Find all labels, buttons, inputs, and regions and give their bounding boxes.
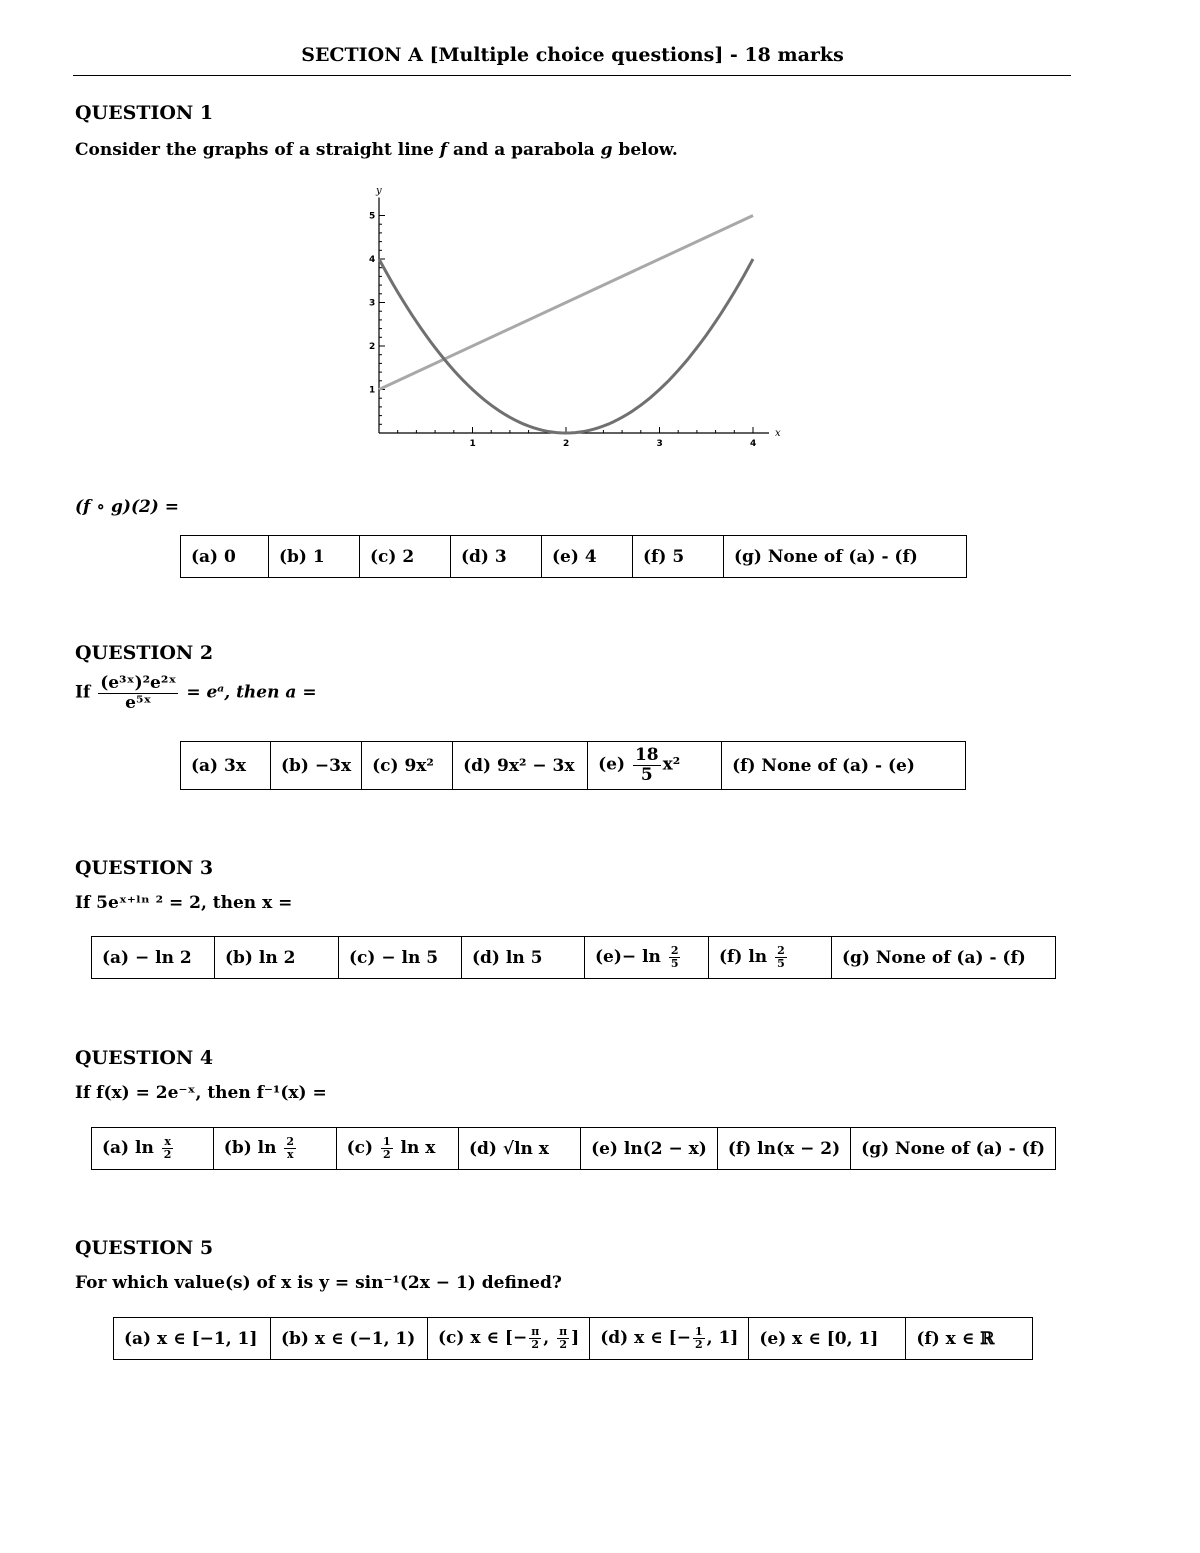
q5-option-d[interactable]: (d) x ∈ [− $\frac{1}{2}$ , 1] bbox=[590, 1318, 749, 1360]
x-axis-label: x bbox=[775, 428, 781, 439]
y-axis-label: y bbox=[376, 185, 382, 197]
q1-option-b[interactable]: (b) 1 bbox=[269, 536, 360, 578]
x-tick-label: 4 bbox=[750, 439, 757, 449]
question-2-heading: QUESTION 2 bbox=[75, 642, 214, 664]
q4-option-e[interactable]: (e) ln(2 − x) bbox=[581, 1128, 718, 1170]
q1-option-d[interactable]: (d) 3 bbox=[451, 536, 542, 578]
q3-option-c[interactable]: (c) − ln 5 bbox=[339, 937, 462, 979]
q1-option-c[interactable]: (c) 2 bbox=[360, 536, 451, 578]
q2-option-b[interactable]: (b) −3x bbox=[271, 742, 362, 790]
q3-option-d[interactable]: (d) ln 5 bbox=[462, 937, 585, 979]
question-4-prompt: If f(x) = 2e⁻ˣ, then f⁻¹(x) = bbox=[75, 1083, 327, 1103]
question-3-options bbox=[91, 936, 1056, 979]
q3-option-g[interactable]: (g) None of (a) - (f) bbox=[832, 937, 1056, 979]
q5-option-e[interactable]: (e) x ∈ [0, 1] bbox=[749, 1318, 906, 1360]
q2-option-c[interactable]: (c) 9x² bbox=[362, 742, 453, 790]
y-tick-label: 5 bbox=[369, 211, 376, 222]
question-5-heading: QUESTION 5 bbox=[75, 1237, 214, 1259]
question-1-heading: QUESTION 1 bbox=[75, 102, 214, 124]
question-2-options bbox=[180, 741, 966, 790]
y-tick-label: 4 bbox=[369, 255, 376, 265]
q4-option-g[interactable]: (g) None of (a) - (f) bbox=[851, 1128, 1056, 1170]
q2-option-a[interactable]: (a) 3x bbox=[181, 742, 271, 790]
y-tick-label: 3 bbox=[369, 298, 376, 309]
question-5-prompt: For which value(s) of x is y = sin⁻¹(2x − 1) defined? bbox=[75, 1273, 562, 1293]
y-tick-label: 1 bbox=[369, 385, 376, 396]
q5-option-a[interactable]: (a) x ∈ [−1, 1] bbox=[114, 1318, 271, 1360]
q1-option-e[interactable]: (e) 4 bbox=[542, 536, 633, 578]
q4-option-d[interactable]: (d) √ln x bbox=[459, 1128, 581, 1170]
question-1-expression: (f ∘ g)(2) = bbox=[75, 497, 180, 517]
question-4-heading: QUESTION 4 bbox=[75, 1047, 214, 1069]
q2-option-d[interactable]: (d) 9x² − 3x bbox=[453, 742, 588, 790]
y-tick-label: 2 bbox=[369, 342, 376, 352]
q3-option-b[interactable]: (b) ln 2 bbox=[215, 937, 339, 979]
header-rule bbox=[73, 75, 1071, 76]
question-5-options bbox=[113, 1317, 1033, 1360]
q2-option-e[interactable]: (e) $\frac{18}{5}$ x² bbox=[588, 742, 722, 790]
graph-ticks bbox=[369, 212, 756, 450]
q4-option-f[interactable]: (f) ln(x − 2) bbox=[717, 1128, 850, 1170]
x-tick-label: 3 bbox=[656, 439, 663, 449]
x-tick-label: 1 bbox=[469, 439, 476, 449]
graph-series bbox=[379, 216, 753, 434]
q1-option-g[interactable]: (g) None of (a) - (f) bbox=[724, 536, 967, 578]
parabola-g bbox=[379, 259, 753, 433]
section-title: SECTION A [Multiple choice questions] - 18 marks bbox=[301, 44, 844, 66]
question-4-options bbox=[91, 1127, 1056, 1170]
q4-option-c[interactable]: (c) $\frac{1}{2}$ ln x bbox=[336, 1128, 458, 1170]
q3-option-e[interactable]: (e)− ln $\frac{2}{5}$ bbox=[585, 937, 709, 979]
q5-option-b[interactable]: (b) x ∈ (−1, 1) bbox=[271, 1318, 428, 1360]
q4-option-a[interactable]: (a) ln $\frac{x}{2}$ bbox=[92, 1128, 214, 1170]
question-2-prompt: If $\frac{\text{(e³ˣ)²e²ˣ}}{\text{e⁵ˣ}}$ = eᵃ, then a = bbox=[75, 673, 317, 713]
q3-option-f[interactable]: (f) ln $\frac{2}{5}$ bbox=[709, 937, 832, 979]
function-graph bbox=[360, 183, 790, 453]
question-1-prompt: Consider the graphs of a straight line f and a parabola g below. bbox=[75, 140, 678, 160]
question-3-heading: QUESTION 3 bbox=[75, 857, 214, 879]
q2-option-f[interactable]: (f) None of (a) - (e) bbox=[722, 742, 966, 790]
question-3-prompt: If 5eˣ⁺ˡⁿ ² = 2, then x = bbox=[75, 893, 293, 913]
line-f bbox=[379, 216, 753, 390]
q5-option-f[interactable]: (f) x ∈ ℝ bbox=[906, 1318, 1033, 1360]
question-1-options bbox=[180, 535, 967, 578]
x-tick-label: 2 bbox=[563, 439, 570, 449]
q4-option-b[interactable]: (b) ln $\frac{2}{x}$ bbox=[213, 1128, 336, 1170]
q1-option-f[interactable]: (f) 5 bbox=[633, 536, 724, 578]
q5-option-c[interactable]: (c) x ∈ [− $\frac{\pi}{2}$ , $\frac{\pi}{2}$ ] bbox=[428, 1318, 590, 1360]
q3-option-a[interactable]: (a) − ln 2 bbox=[92, 937, 215, 979]
q1-option-a[interactable]: (a) 0 bbox=[181, 536, 269, 578]
